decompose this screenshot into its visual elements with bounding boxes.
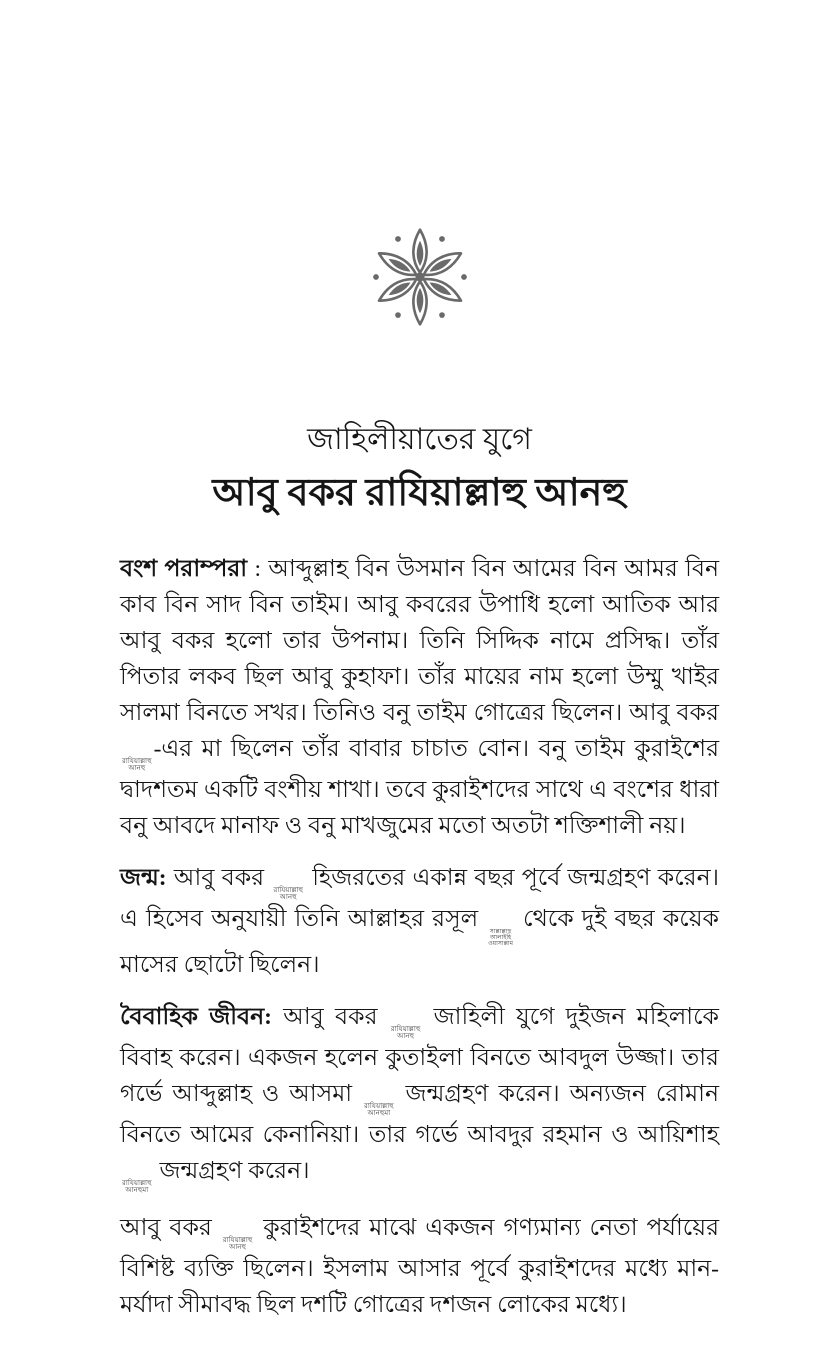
flower-ornament — [362, 222, 478, 332]
paragraph-lead: বংশ পরাম্পরা — [120, 556, 248, 582]
flower-ornament-icon — [362, 222, 478, 332]
chapter-title-block — [0, 420, 839, 518]
honorific-seal-icon: রাযিয়াল্লাহু আনহু — [273, 886, 303, 901]
honorific-seal-icon: রাযিয়াল্লাহু আনহু — [122, 757, 152, 772]
paragraph: বংশ পরাম্পরা : আব্দুল্লাহ বিন উসমান বিন আমের বিন আমর বিন কাব বিন সাদ বিন তাইম। আবু কবরের উপাধি হলো আতিক আর আবু বকর হলো তার উপনাম। তিনি সিদ্দিক নামে প্রসিদ্ধ। তাঁর পিতার লকব ছিল আবু কুহাফা। তাঁর মায়ের নাম হলো উম্মু খাইর সালমা বিনতে সখর। তিনিও বনু তাইম গোত্রের ছিলেন। আবু বকর রাযিয়াল্লাহু আনহু -এর মা ছিলেন তাঁর বাবার চাচাত বোন। বনু তাইম কুরাইশের দ্বাদশতম একটি বংশীয় শাখা। তবে কুরাইশদের সাথে এ বংশের ধারা বনু আবদে মানাফ ও বনু মাখজুমের মতো অতটা শক্তিশালী নয়। — [120, 556, 720, 839]
paragraph: বৈবাহিক জীবন: আবু বকর রাযিয়াল্লাহু আনহু জাহিলী যুগে দুইজন মহিলাকে বিবাহ করেন। একজন হলেন কুতাইলা বিনতে আবদুল উজ্জা। তার গর্ভে আব্দুল্লাহ ও আসমা রাযিয়াল্লাহু আনহুমা জন্মগ্রহণ করেন। অন্যজন রোমান বিনতে আমের কেনানিয়া। তার গর্ভে আবদুর রহমান ও আয়িশাহ রাযিয়াল্লাহু আনহুমা জন্মগ্রহণ করেন। — [120, 1004, 720, 1194]
honorific-seal-icon: রাযিয়াল্লাহু আনহুমা — [122, 1179, 152, 1194]
paragraph: আবু বকর রাযিয়াল্লাহু আনহু কুরাইশদের মাঝে একজন গণ্যমান্য নেতা পর্যায়ের বিশিষ্ট ব্যক্তি ছিলেন। ইসলাম আসার পূর্বে কুরাইশদের মধ্যে মান-মর্যাদা সীমাবদ্ধ ছিল দশটি গোত্রের দশজন লোকের মধ্যে। — [120, 1215, 719, 1318]
paragraph-lead: জন্ম: — [120, 865, 167, 891]
paragraph: জন্ম: আবু বকর রাযিয়াল্লাহু আনহু হিজরতের একান্ন বছর পূর্বে জন্মগ্রহণ করেন। এ হিসেব অনুযায়ী তিনি আল্লাহর রসূল সাল্লাল্লাহু আলাইহি ওয়াসাল্লাম থেকে দুই বছর কয়েক মাসের ছোটো ছিলেন। — [120, 865, 720, 978]
body-text — [120, 551, 719, 1323]
chapter-supertitle: জাহিলীয়াতের যুগে — [307, 423, 532, 456]
paragraph-lead: বৈবাহিক জীবন: — [120, 1004, 272, 1030]
honorific-seal-icon: সাল্লাল্লাহু আলাইহি ওয়াসাল্লাম — [488, 929, 513, 947]
chapter-title: আবু বকর রাযিয়াল্লাহু আনহু — [212, 472, 627, 514]
honorific-seal-icon: রাযিয়াল্লাহু আনহুমা — [364, 1102, 394, 1117]
honorific-seal-icon: রাযিয়াল্লাহু আনহু — [222, 1236, 253, 1251]
honorific-seal-icon: রাযিয়াল্লাহু আনহু — [390, 1025, 421, 1040]
